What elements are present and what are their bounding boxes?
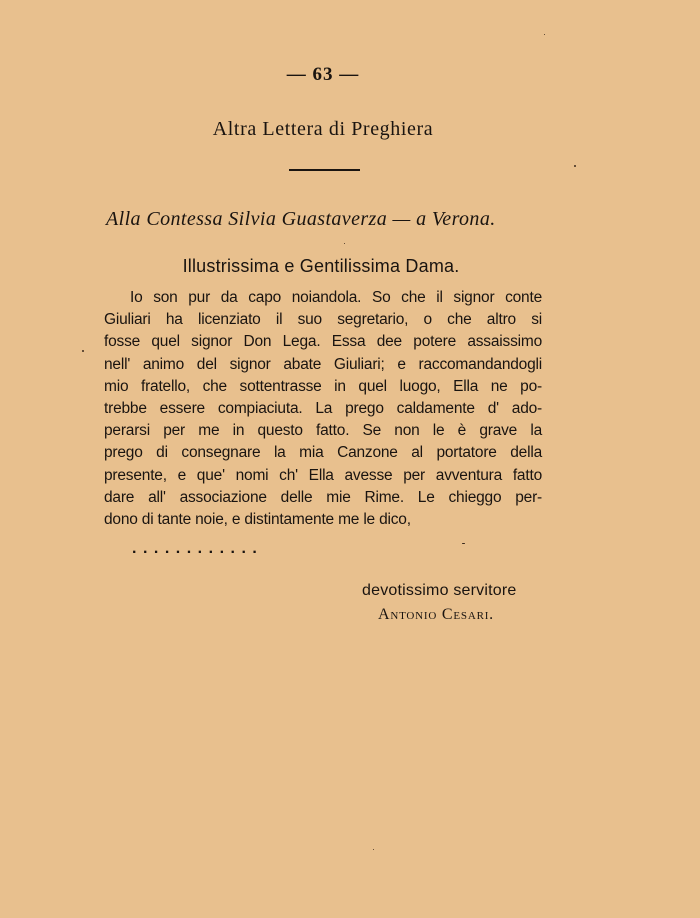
- body-line: mio fratello, che sottentrasse in quel luogo, Ella ne po-: [104, 377, 542, 395]
- body-line: Giuliari ha licenziato il suo segretario, o che altro si: [104, 311, 542, 329]
- body-line: prego di consegnare la mia Canzone al portatore della: [104, 444, 542, 462]
- ellipsis-dots: ............: [132, 540, 264, 557]
- body-line: trebbe essere compiaciuta. La prego caldamente d' ado-: [104, 400, 542, 418]
- body-line: Io son pur da capo noiandola. So che il signor conte: [130, 289, 542, 306]
- body-line: fosse quel signor Don Lega. Essa dee potere assaissimo: [104, 333, 542, 351]
- body-line: presente, e que' nomi ch' Ella avesse per avventura fatto: [104, 466, 542, 484]
- letter-title: Altra Lettera di Preghiera: [212, 118, 434, 140]
- page-number: — 63 —: [286, 64, 360, 85]
- closing-formula: devotissimo servitore: [362, 582, 517, 599]
- print-speck: [344, 243, 345, 244]
- print-speck: [462, 543, 465, 544]
- letter-addressee: Alla Contessa Silvia Guastaverza — a Verona.: [106, 208, 496, 230]
- print-speck: [82, 350, 84, 352]
- body-line: perarsi per me in questo fatto. Se non le è grave la: [104, 422, 542, 440]
- letter-body: [104, 287, 542, 531]
- print-speck: [373, 849, 374, 850]
- letter-salutation: Illustrissima e Gentilissima Dama.: [182, 256, 460, 276]
- body-line: dare all' associazione delle mie Rime. Le chieggo per-: [104, 488, 542, 506]
- body-line: nell' animo del signor abate Giuliari; e raccomandandogli: [104, 355, 542, 373]
- print-speck: [544, 34, 545, 35]
- print-speck: [574, 165, 576, 167]
- title-divider: [289, 169, 360, 171]
- signature: Antonio Cesari.: [378, 606, 494, 623]
- body-line: dono di tante noie, e distintamente me le dico,: [104, 511, 411, 529]
